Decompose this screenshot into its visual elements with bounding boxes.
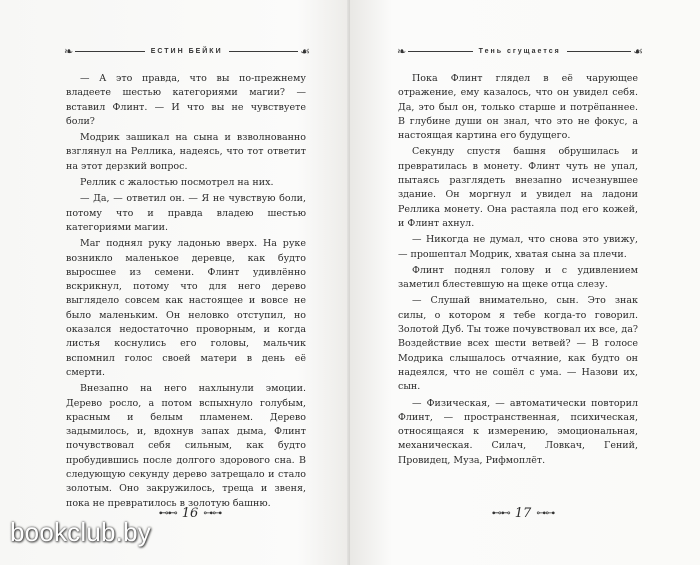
- paragraph: — А это правда, что вы по-прежнему владеете шестью категориями магии? — вставил Флинт. — И что вы не чувствуете боли?: [66, 73, 306, 127]
- right-page: [350, 0, 700, 565]
- flourish-left-icon: ❧: [64, 44, 74, 58]
- right-page-text: [398, 72, 638, 470]
- paragraph: — Никогда не думал, что снова это увижу, — прошептал Модрик, хватая сына за плечи.: [398, 234, 638, 260]
- header-rule: [75, 51, 145, 52]
- paragraph: Модрик зашикал на сына и взволнованно взглянул на Реллика, надеясь, что тот ответит на этот дерзкий вопрос.: [66, 132, 306, 172]
- flourish-right-icon: ☙: [300, 44, 310, 58]
- left-running-header: [62, 40, 312, 62]
- paragraph: Секунду спустя башня обрушилась и превратилась в монету. Флинт чуть не упал, пытаясь разглядеть внезапно исчезнувшее здание. Он моргнул и увидел на ладони Реллика монету. Она растаяла под его кожей, и Флинт ахнул.: [398, 146, 638, 229]
- right-folio: [465, 505, 581, 521]
- left-running-head: ЕСТИН БЕЙКИ: [150, 47, 223, 55]
- page-number: 16: [181, 505, 199, 521]
- paragraph: Внезапно на него нахлынули эмоции. Дерево росло, а потом вспыхнуло голубым, красным и белым пламенем. Дерево задымилось, и, вдохнув запах дыма, Флинт почувствовал себя сильным, как будто пробудившись после долгого здорового сна. В следующую секунду дерево затрещало и стало золотым. Оно закружилось, треща и звеня, пока не превратилось в золотую башню.: [66, 383, 306, 509]
- folio-ornament-left-icon: ⊷⊷: [158, 507, 177, 519]
- site-watermark: bookclub.by: [10, 517, 151, 547]
- flourish-left-icon: ❧: [397, 44, 407, 58]
- right-running-head: Тень сгущается: [478, 47, 561, 55]
- paragraph: Пока Флинт глядел в её чарующее отражение, ему казалось, что он увидел себя. Да, это был он, только старше и потрёпаннее. В глубине души он знал, что это не фокус, а настоящая картина его будущего.: [398, 73, 638, 142]
- paragraph: — Слушай внимательно, сын. Это знак силы, о котором я тебе когда-то говорил. Золотой Дуб. Ты тоже почувствовал их все, да? Воздействие всех шести ветвей? — В голосе Модрика слышалось отчаяние, как будто он надеялся, что не сошёл с ума. — Назови их, сын.: [398, 295, 638, 393]
- folio-ornament-right-icon: ⊶⊶: [203, 507, 222, 519]
- paragraph: Флинт поднял голову и с удивлением заметил блестевшую на щеке отца слезу.: [398, 264, 638, 291]
- paragraph: — Физическая, — автоматически повторил Флинт, — пространственная, психическая, относящаяся к измерению, эмоциональная, механическая. Силач, Ловкач, Гений, Провидец, Муза, Рифмоплёт.: [398, 397, 638, 466]
- header-rule: [408, 51, 472, 52]
- folio-ornament-left-icon: ⊷⊷: [491, 507, 510, 519]
- paragraph: Маг поднял руку ладонью вверх. На руке возникло маленькое деревце, как будто выросшее из семени. Флинт удивлённо вскрикнул, потому что для него дерево выглядело совсем как настоящее и вовсе не было маленьким. Он неловко отступил, но оказался недостаточно проворным, и когда листья коснулись его головы, мальчик вспомнил голос своей матери в день её смерти.: [66, 238, 306, 378]
- paragraph: Реллик с жалостью посмотрел на них.: [80, 177, 274, 189]
- right-running-header: [395, 40, 645, 62]
- flourish-right-icon: ☙: [633, 44, 643, 58]
- paragraph: — Да, — ответил он. — Я не чувствую боли, потому что и правда владею шестью категориями магии.: [66, 193, 306, 233]
- left-page-text: [66, 72, 306, 513]
- header-rule: [567, 51, 631, 52]
- header-rule: [229, 51, 299, 52]
- folio-ornament-right-icon: ⊶⊶: [536, 507, 555, 519]
- page-number: 17: [514, 505, 532, 521]
